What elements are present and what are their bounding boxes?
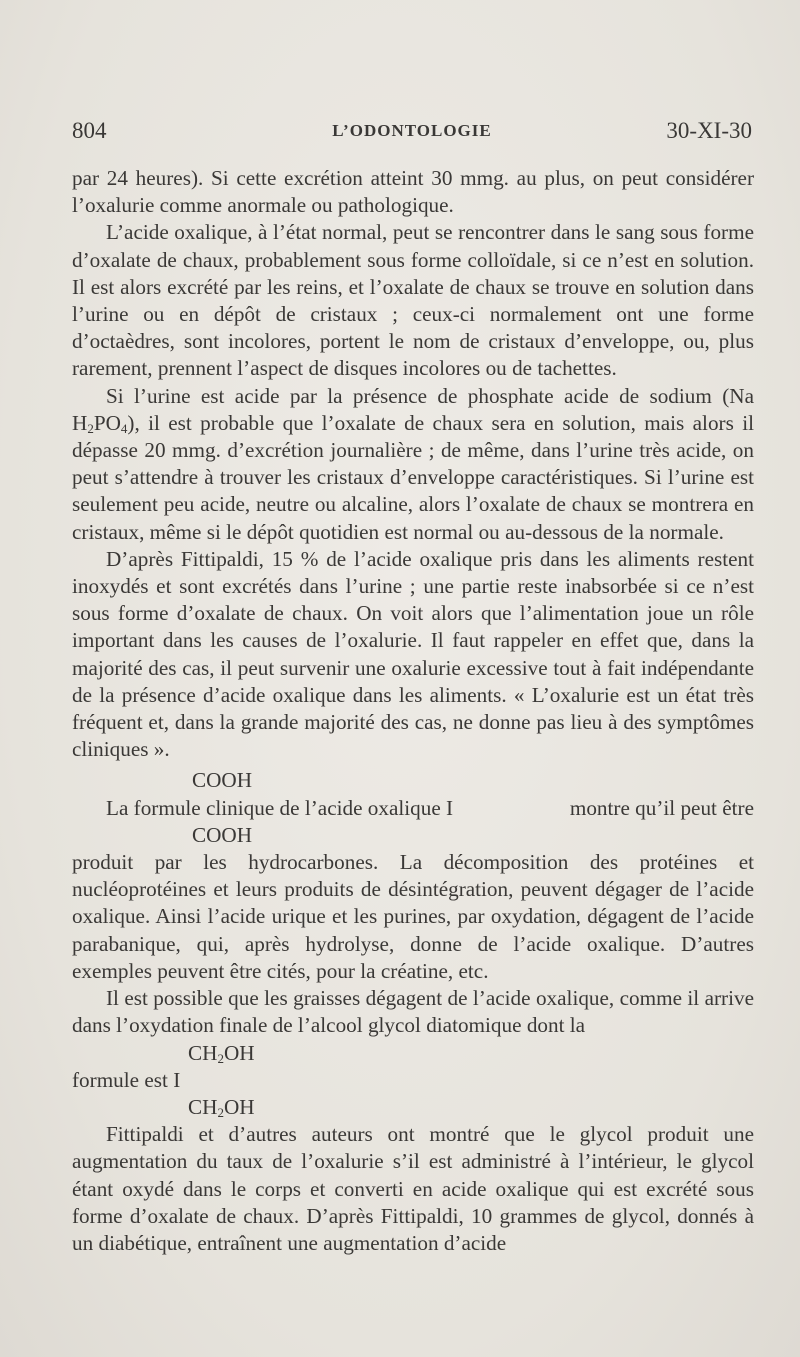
- glycol-top: $CH_2OH$: [188, 1040, 255, 1066]
- paragraph: Fittipaldi et d’autres auteurs ont montré que le glycol produit une augmentation du taux de l’oxalurie s’il est administré à l’intérieur, le glycol étant oxydé dans le corps et converti en acide oxalique qui est excrété sous forme d’oxalate de chaux. D’après Fittipaldi, 10 grammes de glycol, donnés à un diabétique, entraînent une augmentation d’acide: [72, 1122, 754, 1255]
- glycol-bottom: $CH_2OH$: [188, 1094, 255, 1120]
- body-text: [72, 165, 754, 1257]
- glycol-formula: [72, 1040, 754, 1122]
- paragraph: Si l’urine est acide par la présence de phosphate acide de sodium (Na $H_2PO_4$), il est probable que l’oxalate de chaux sera en solution, mais alors il dépasse 20 mmg. d’excrétion journalière ; de même, dans l’urine très acide, on peut s’attendre à trouver les cristaux d’enveloppe caractéristiques. Si l’urine est seulement peu acide, neutre ou alcaline, alors l’oxalate de chaux se montrera en cristaux, même si le dépôt quotidien est normal ou au-dessous de la normale.: [72, 383, 754, 544]
- formula-line-right: montre qu’il peut être: [569, 795, 754, 820]
- formula-line: [72, 795, 754, 822]
- page-number: 804: [72, 118, 107, 143]
- paragraph: Il est possible que les graisses dégagent de l’acide oxalique, comme il arrive dans l’oxydation finale de l’alcool glycol diatomique dont la: [72, 986, 754, 1038]
- issue-date: 30-XI-30: [666, 118, 752, 143]
- formula-line-left: La formule clinique de l’acide oxalique I: [106, 795, 454, 820]
- paragraph: par 24 heures). Si cette excrétion atteint 30 mmg. au plus, on peut considérer l’oxalurie comme anormale ou pathologique.: [72, 166, 754, 218]
- paragraph: L’acide oxalique, à l’état normal, peut se rencontrer dans le sang sous forme d’oxalate de chaux, probablement sous forme colloïdale, si ce n’est en solution. Il est alors excrété par les reins, et l’oxalate de chaux se trouve en solution dans l’urine ou en dépôt de cristaux ; ceux-ci normalement ont une forme d’octaèdres, sont incolores, portent le nom de cristaux d’enveloppe, ou, plus rarement, prennent l’aspect de disques incolores ou de tachettes.: [72, 220, 754, 381]
- formula-cooh-bottom: COOH: [192, 822, 253, 847]
- paragraph: produit par les hydrocarbones. La décomposition des protéines et nucléoprotéines et leurs produits de désintégration, peuvent dégager de l’acide oxalique. Ainsi l’acide urique et les purines, par oxydation, dégagent de l’acide parabanique, qui, après hydrolyse, donne de l’acide oxalique. D’autres exemples peuvent être cités, pour la créatine, etc.: [72, 850, 754, 983]
- running-title: L’ODONTOLOGIE: [332, 121, 492, 140]
- paragraph: D’après Fittipaldi, 15 % de l’acide oxalique pris dans les aliments restent inoxydés et sont excrétés dans l’urine ; une partie reste inabsorbée si ce n’est sous forme d’oxalate de chaux. On voit alors que l’alimentation joue un rôle important dans les causes de l’oxalurie. Il faut rappeler en effet que, dans la majorité des cas, il peut survenir une oxalurie excessive tout à fait indépendante de la présence d’acide oxalique dans les aliments. « L’oxalurie est un état très fréquent et, dans la grande majorité des cas, ne donne pas lieu à des symptômes cliniques ».: [72, 546, 754, 762]
- formula-cooh-top: COOH: [192, 768, 253, 793]
- glycol-middle: formule est I: [72, 1067, 181, 1092]
- page-header: [72, 118, 752, 148]
